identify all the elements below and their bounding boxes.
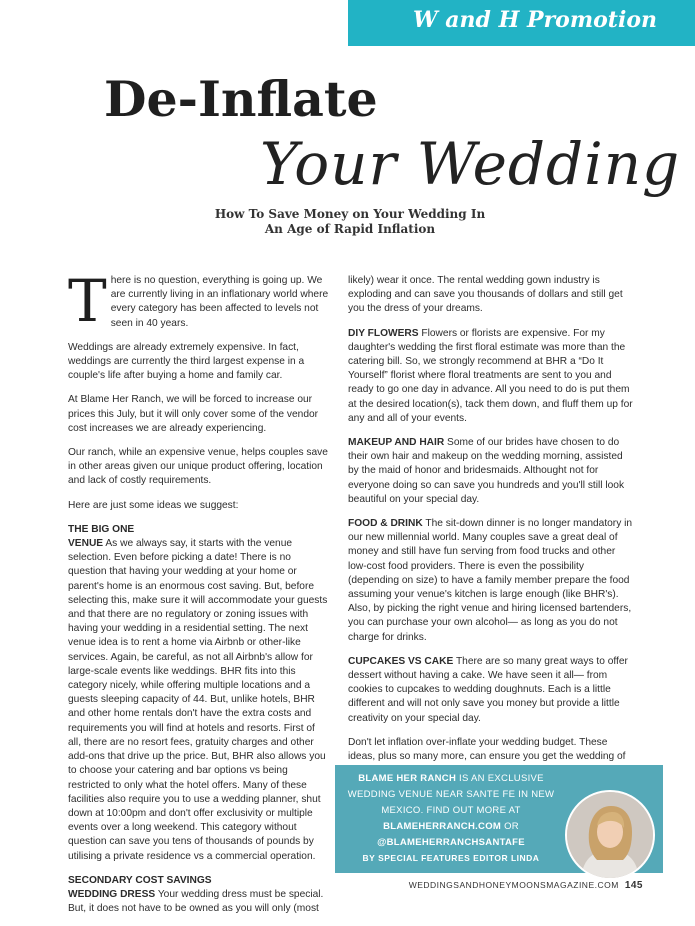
section-tab [348, 0, 695, 46]
makeup-text: Some of our brides have chosen to do their own hair and makeup on the wedding morning, assisted by the maid of honor and bridesmaids. Althought not for everyone doing so can save you hundreds and you'll still look beautiful on your special day. [348, 437, 625, 505]
page-footer [409, 880, 643, 891]
food-paragraph [348, 517, 633, 645]
section-tab-label: W and H Promotion [412, 7, 657, 33]
paragraph: At Blame Her Ranch, we will be forced to increase our prices this July, but it will only cover some of the vendor cost increases we are already experiencing. [68, 394, 319, 434]
section-heading-big-one: THE BIG ONE [68, 523, 135, 535]
subtitle [200, 207, 500, 237]
makeup-paragraph [348, 436, 633, 507]
dress-text: Your wedding dress must be special. But, it does not have to be owned as you will only (most [68, 888, 324, 915]
headline-primary: De-Inflate [104, 70, 378, 128]
venue-text: As we always say, it starts with the venue selection. Even before picking a date! There is no question that having your wedding at your home or parent's home is an enormous cost saving. But, before selecting this, make sure it will accommodate your guests and that there are no regulatory or zoning issues with having your wedding in a residential setting. The next venue idea is to rent a home via Airbnb or other-like services. Again, be careful, as not all Airbnb's allow for large-scale events like weddings. BHR fits into this category nicely, while offering multiple locations and a guests sleeping capacity of 44. But, unlike hotels, BHR and other home rentals don't have the extra costs and requirements you will find at hotels and resorts. First of all, there are no resort fees, gratuity charges and other add-ons that drive up the price. But, BHR also allows you to choose your catering and bar options vs being restricted to only what the hotel offers. Many of these facilities also require you to use a wedding planner, shut down at 10:00pm and don't offer exclusivity or multiple events over a long weekend. This category without question can save you tens of thousands of pounds by utilising a private residence vs a commercial operation. [68, 538, 328, 862]
venue-label: VENUE [68, 538, 104, 550]
promo-venue-name: BLAME HER RANCH [358, 773, 457, 784]
article-column-left [68, 267, 330, 926]
headline-script: Your Wedding [260, 130, 681, 198]
cake-text: There are so many great ways to offer dessert without having a cake. We have seen it all— from cookies to cupcakes to wedding doughnuts. Each is a little different and will not only save you money but provide a little creativity on your special day. [348, 655, 628, 724]
paragraph: Our ranch, while an expensive venue, helps couples save in other areas given our unique product offering, location and lack of costly requirements. [68, 447, 328, 487]
intro-text: here is no question, everything is going up. We are currently living in an inflationary world where every category has been affected to levels not seen in 40 years. [110, 275, 329, 329]
dress-label: WEDDING DRESS [68, 888, 156, 900]
byline: BY SPECIAL FEATURES EDITOR LINDA [362, 853, 540, 863]
page-number: 145 [624, 880, 643, 891]
paragraph: Here are just some ideas we suggest: [68, 499, 239, 511]
flowers-text: Flowers or florists are expensive. For my daughter's wedding the first floral estimate was more than the catering bill. So, we strongly recommend at BHR a “Do It Yourself” florist where floral treatments are sent to you and ready to go one day in advance. All you need to do is put them at the desired location(s), tack them down, and fluff them up for any and all of your events. [348, 327, 633, 424]
drop-cap: T [68, 267, 107, 335]
food-label: FOOD & DRINK [348, 518, 423, 530]
intro-paragraph [68, 267, 330, 335]
food-text: The sit-down dinner is no longer mandatory in our new millennial world. Many couples save a great deal of money and still have fun serving from food trucks and other low-cost food providers. There is even the possibility (depending on size) to have a family member prepare the food assuming your venue's kitchen is large enough (like BHR's). Also, by picking the right venue and hiring licensed bartenders, you can purchase your own alcohol— as long as you do not charge for drinks. [348, 518, 633, 643]
editor-avatar [565, 790, 655, 880]
promo-text: BLAME HER RANCH IS AN EXCLUSIVE WEDDING VENUE NEAR SANTE FE IN NEW MEXICO. FIND OUT MORE AT BLAMEHERRANCH.COM OR @BLAMEHERRANCHSANTAFE [347, 773, 555, 848]
closing-text: Don't let inflation over-inflate your wedding budget. These ideas, plus so many more, can ensure you get the wedding of [348, 736, 626, 763]
venue-paragraph [68, 537, 330, 864]
promo-website-link[interactable]: BLAMEHERRANCH.COM [383, 821, 502, 832]
article-column-right [348, 274, 633, 789]
editor-portrait-icon [567, 792, 653, 878]
dress-continued: likely) wear it once. The rental wedding gown industry is exploding and can save you thousands of dollars and still get you the dress of your dreams. [348, 275, 623, 315]
dress-paragraph [68, 888, 330, 916]
cake-paragraph [348, 655, 633, 726]
flowers-paragraph [348, 327, 633, 426]
makeup-label: MAKEUP AND HAIR [348, 437, 445, 449]
section-heading-secondary: SECONDARY COST SAVINGS [68, 874, 212, 886]
paragraph: Weddings are already extremely expensive. In fact, weddings are currently the third largest expense in a couple's life after buying a home and family car. [68, 341, 305, 382]
footer-site: WEDDINGSANDHONEYMOONSMAGAZINE.COM [408, 880, 619, 890]
subtitle-line-2: An Age of Rapid Inflation [264, 222, 436, 236]
promo-social-handle[interactable]: @BLAMEHERRANCHSANTAFE [377, 837, 525, 848]
subtitle-line-1: How To Save Money on Your Wedding In [214, 207, 486, 221]
flowers-label: DIY FLOWERS [348, 327, 419, 339]
cake-label: CUPCAKES VS CAKE [348, 655, 454, 667]
